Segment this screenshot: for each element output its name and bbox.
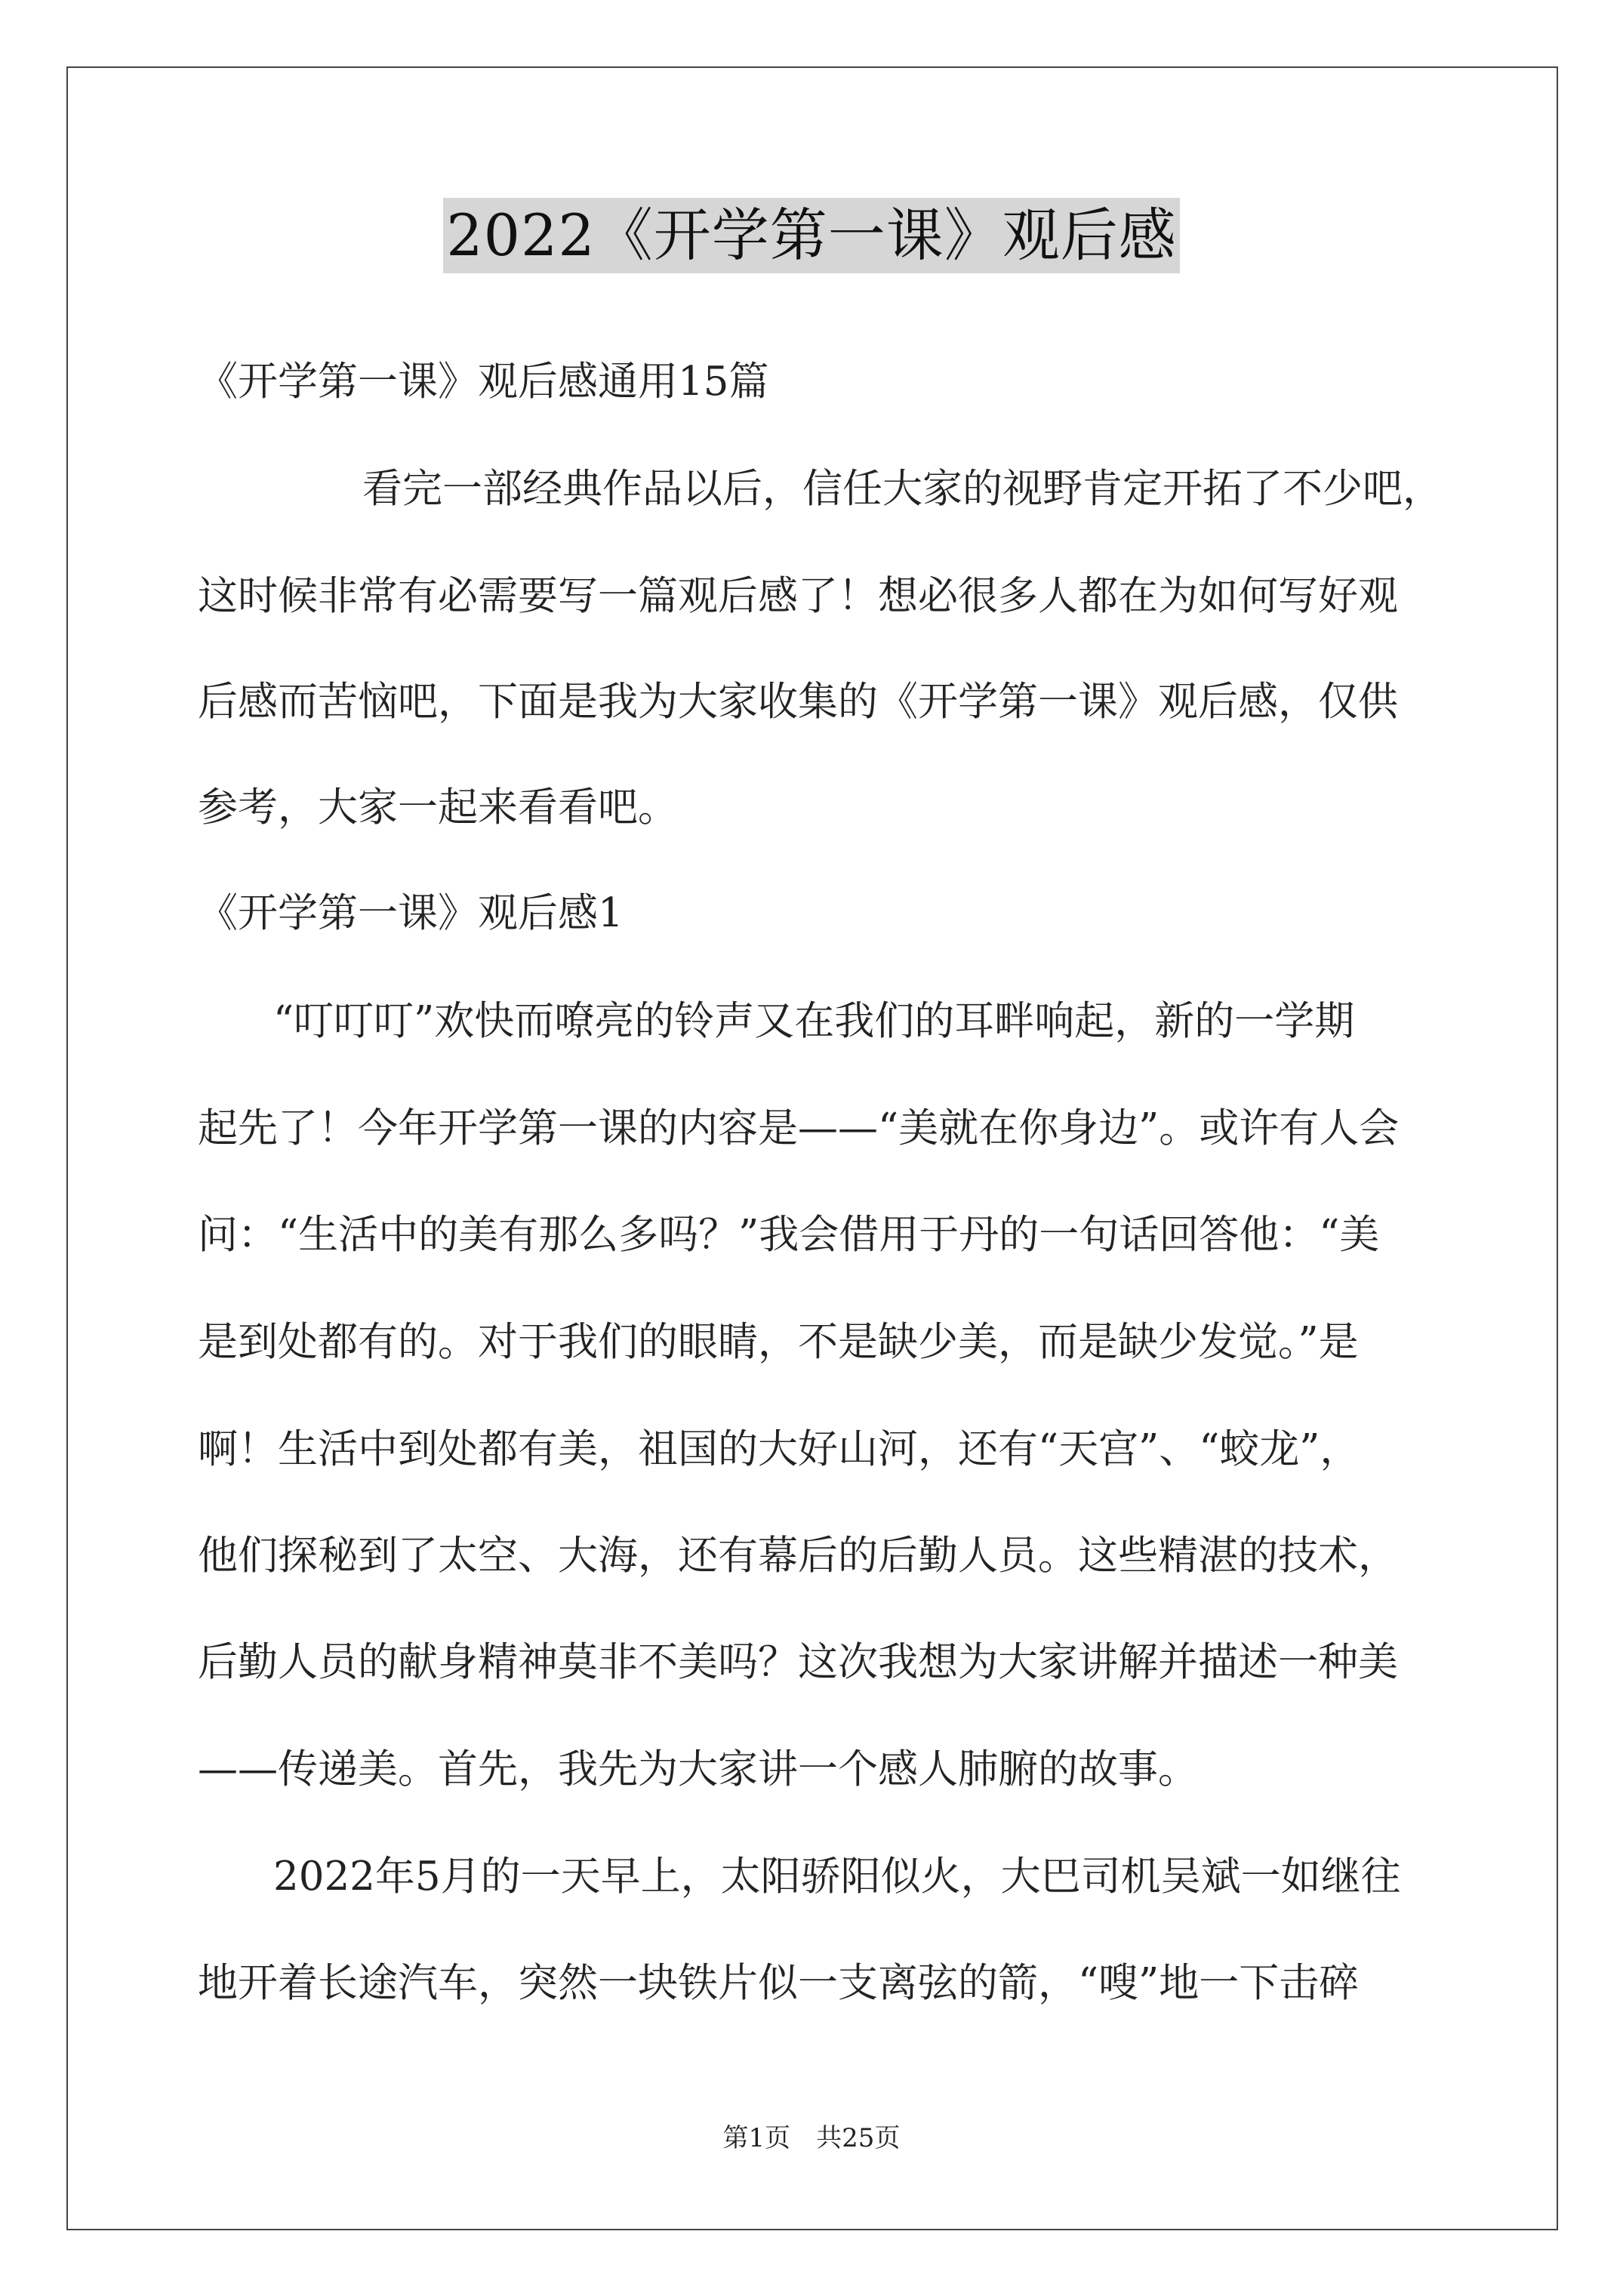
body-line: “叮叮叮”欢快而嘹亮的铃声又在我们的耳畔响起，新的一学期 bbox=[273, 998, 1355, 1044]
document-title: 2022《开学第一课》观后感 bbox=[443, 198, 1179, 273]
document-subtitle: 《开学第一课》观后感通用15篇 bbox=[198, 359, 769, 405]
body-line: 是到处都有的。对于我们的眼睛，不是缺少美，而是缺少发觉。”是 bbox=[198, 1319, 1359, 1365]
body-line: 后勤人员的献身精神莫非不美吗？这次我想为大家讲解并描述一种美 bbox=[198, 1639, 1398, 1685]
intro-line: 参考，大家一起来看看吧。 bbox=[198, 784, 678, 831]
page-number-footer: 第1页 共25页 bbox=[722, 2123, 901, 2153]
intro-line: 这时候非常有必需要写一篇观后感了！想必很多人都在为如何写好观 bbox=[198, 573, 1398, 619]
body-line: 啊！生活中到处都有美，祖国的大好山河，还有“天宫”、“蛟龙”， bbox=[198, 1426, 1360, 1472]
section-heading: 《开学第一课》观后感1 bbox=[198, 890, 624, 936]
intro-line: 后感而苦恼吧，下面是我为大家收集的《开学第一课》观后感，仅供 bbox=[198, 679, 1398, 725]
title-container bbox=[0, 198, 1623, 273]
body-line: 2022年5月的一天早上，太阳骄阳似火，大巴司机吴斌一如继往 bbox=[273, 1854, 1401, 1900]
body-line: 问：“生活中的美有那么多吗？”我会借用于丹的一句话回答他：“美 bbox=[198, 1212, 1380, 1258]
intro-line: 看完一部经典作品以后，信任大家的视野肯定开拓了不少吧， bbox=[362, 466, 1443, 512]
body-line: ——传递美。首先，我先为大家讲一个感人肺腑的故事。 bbox=[198, 1746, 1198, 1792]
body-line: 地开着长途汽车，突然一块铁片似一支离弦的箭，“嗖”地一下击碎 bbox=[198, 1960, 1360, 2006]
body-line: 起先了！今年开学第一课的内容是——“美就在你身边”。或许有人会 bbox=[198, 1105, 1400, 1151]
body-line: 他们探秘到了太空、大海，还有幕后的后勤人员。这些精湛的技术， bbox=[198, 1533, 1398, 1579]
